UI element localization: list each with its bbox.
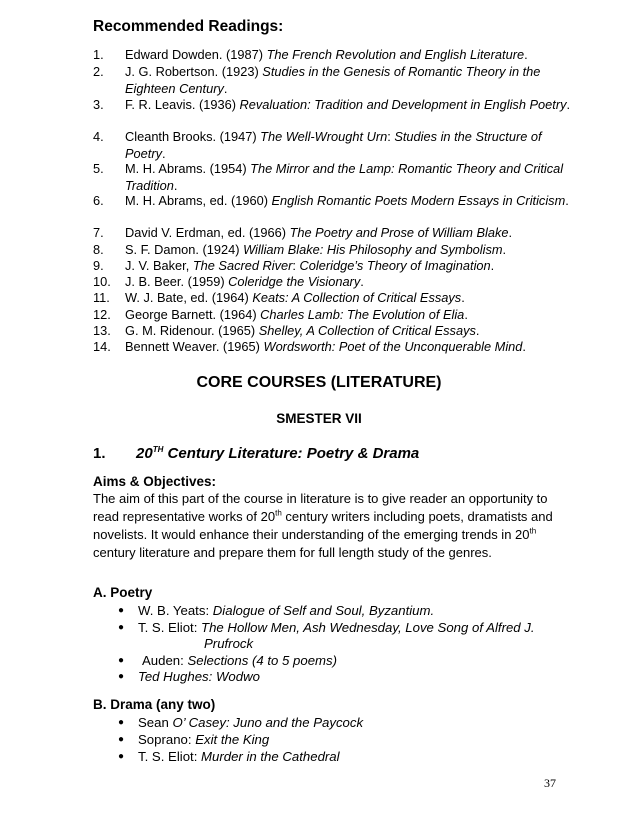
drama-item: ● Soprano: Exit the King (118, 732, 270, 747)
course-number: 1. (93, 445, 106, 462)
reading-item: 6. M. H. Abrams, ed. (1960) English Romantic Poets Modern Essays in Criticism. (93, 193, 569, 208)
drama-heading: B. Drama (any two) (93, 697, 216, 712)
reading-item: 8. S. F. Damon. (1924) William Blake: His Philosophy and Symbolism. (93, 242, 507, 257)
reading-title: Shelley, A Collection of Critical Essays (258, 323, 476, 338)
reading-subtitle: Studies in the Structure of Poetry (125, 129, 542, 161)
bullet-icon: ● (118, 671, 125, 682)
reading-item: 1. Edward Dowden. (1987) The French Revolution and English Literature. (93, 47, 528, 62)
bullet-icon: ● (118, 605, 125, 616)
reading-title: Revaluation: Tradition and Development in English Poetry (239, 97, 567, 112)
reading-item: 13. G. M. Ridenour. (1965) Shelley, A Collection of Critical Essays. (93, 323, 480, 338)
bullet-icon: ● (118, 751, 125, 762)
course-heading (93, 445, 420, 462)
reading-item: 5. M. H. Abrams. (1954) The Mirror and the Lamp: Romantic Theory and Critical Tradition. (93, 161, 564, 193)
reading-title: The Poetry and Prose of William Blake (289, 225, 509, 240)
reading-title: The Well-Wrought Urn (260, 129, 388, 144)
reading-item: 10. J. B. Beer. (1959) Coleridge the Visionary. (93, 274, 364, 289)
reading-item: 12. George Barnett. (1964) Charles Lamb: The Evolution of Elia. (93, 307, 468, 322)
bullet-icon: ● (118, 734, 125, 745)
reading-title: The Mirror and the Lamp: Romantic Theory and Critical Tradition (125, 161, 564, 193)
core-courses-title: CORE COURSES (LITERATURE) (196, 374, 442, 391)
aims-paragraph: The aim of this part of the course in literature is to give reader an opportunity to read representative works of 20th century writers including poets, dramatists and novelists. It would enhance their understanding of the emerging trends in 20th century literature and prepare them for full length study of the genres. (93, 491, 553, 560)
bullet-icon: ● (118, 622, 125, 633)
readings-heading: Recommended Readings: (93, 18, 284, 35)
reading-item: 9. J. V. Baker, The Sacred River: Coleridge’s Theory of Imagination. (93, 258, 495, 273)
reading-subtitle: Coleridge’s Theory of Imagination (299, 258, 491, 273)
poetry-heading: A. Poetry (93, 585, 153, 600)
reading-item: 11. W. J. Bate, ed. (1964) Keats: A Collection of Critical Essays. (93, 290, 465, 305)
poetry-item: ● W. B. Yeats: Dialogue of Self and Soul, Byzantium. (118, 603, 435, 618)
reading-item: 14. Bennett Weaver. (1965) Wordsworth: Poet of the Unconquerable Mind. (93, 339, 526, 354)
aims-heading: Aims & Objectives: (93, 474, 217, 489)
reading-title: Wordsworth: Poet of the Unconquerable Mind (263, 339, 523, 354)
reading-item: 3. F. R. Leavis. (1936) Revaluation: Tradition and Development in English Poetry. (93, 97, 571, 112)
bullet-icon: ● (118, 717, 125, 728)
reading-title: Charles Lamb: The Evolution of Elia (260, 307, 465, 322)
poetry-item: ● T. S. Eliot: The Hollow Men, Ash Wednesday, Love Song of Alfred J. Prufrock (118, 620, 535, 651)
semester-title: SMESTER VII (276, 411, 362, 426)
reading-title: The Sacred River (192, 258, 293, 273)
drama-item: ● T. S. Eliot: Murder in the Cathedral (118, 749, 340, 764)
page-number: 37 (544, 776, 556, 790)
reading-item: 4. Cleanth Brooks. (1947) The Well-Wrought Urn: Studies in the Structure of Poetry. (93, 129, 542, 161)
reading-title: Studies in the Genesis of Romantic Theory in the Eighteen Century (125, 64, 541, 96)
poetry-item: ● Ted Hughes: Wodwo (118, 669, 260, 684)
drama-item: ● Sean O’ Casey: Juno and the Paycock (118, 715, 364, 730)
poetry-item: ● Auden: Selections (4 to 5 poems) (118, 653, 338, 668)
reading-item: 2. J. G. Robertson. (1923) Studies in the Genesis of Romantic Theory in the Eighteen Century. (93, 64, 541, 96)
reading-title: The French Revolution and English Literature (266, 47, 525, 62)
reading-title: William Blake: His Philosophy and Symbolism (243, 242, 503, 257)
bullet-icon: ● (118, 655, 125, 666)
reading-title: English Romantic Poets Modern Essays in Criticism (271, 193, 566, 208)
reading-title: Keats: A Collection of Critical Essays (252, 290, 462, 305)
reading-item: 7. David V. Erdman, ed. (1966) The Poetry and Prose of William Blake. (93, 225, 513, 240)
reading-title: Coleridge the Visionary (228, 274, 361, 289)
course-title: 20TH Century Literature: Poetry & Drama (136, 445, 420, 462)
